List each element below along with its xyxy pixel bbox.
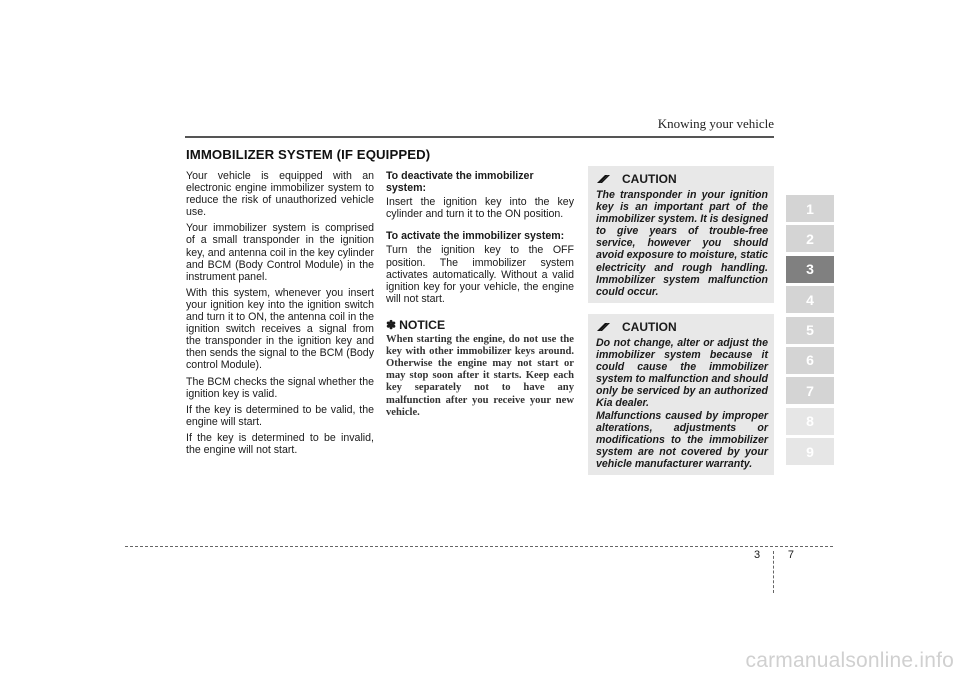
chapter-tab-4[interactable]: 4: [786, 286, 834, 313]
footer-rule: [125, 546, 833, 547]
paragraph: The BCM checks the signal whether the ignition key is valid.: [186, 375, 374, 400]
activate-text: Turn the ignition key to the OFF position. The immobilizer system activates automatically. Without a valid ignition key for your vehicle, the engine will not start.: [386, 244, 574, 305]
paragraph: Your immobilizer system is comprised of a small transponder in the ignition key, and antenna coil in the key cylinder and BCM (Body Control Module) in the instrument panel.: [186, 222, 374, 283]
notice-heading-label: NOTICE: [399, 317, 446, 332]
paragraph: Your vehicle is equipped with an electronic engine immobilizer system to reduce the risk of unauthorized vehicle use.: [186, 170, 374, 219]
caution-text-warranty: Malfunctions caused by improper alterations, adjustments or modifications to the immobilizer system are not covered by your vehicle manufacturer warranty.: [596, 409, 768, 470]
chapter-tab-5[interactable]: 5: [786, 317, 834, 344]
page-number: [754, 549, 794, 561]
page-chapter: 3: [754, 549, 761, 561]
notice-text: When starting the engine, do not use the key with other immobilizer keys around. Otherwise the engine may not start or may stop soon after it starts. Keep each key separately not to have any malfunction after you receive your new vehicle.: [386, 334, 574, 418]
caution-text: Do not change, alter or adjust the immobilizer system because it could cause the immobilizer system to malfunction and should only be serviced by an authorized Kia dealer.: [596, 337, 768, 410]
deactivate-heading: To deactivate the immobilizer system:: [386, 170, 534, 195]
chapter-tab-6[interactable]: 6: [786, 347, 834, 374]
caution-heading: [596, 320, 768, 334]
chapter-tabs: [786, 195, 834, 469]
caution-text: The transponder in your ignition key is an important part of the immobilizer system. It is designed to give years of trouble-free service, however you should avoid exposure to moisture, static electricity and rough handling. Immobilizer system malfunction could occur.: [596, 189, 768, 298]
pencil-icon: [596, 174, 614, 184]
notice-star-icon: ✽: [386, 317, 397, 332]
caution-box-transponder: [588, 166, 774, 303]
paragraph: If the key is determined to be valid, the engine will start.: [186, 403, 374, 428]
watermark: carmanualsonline.info: [745, 649, 954, 672]
chapter-tab-9[interactable]: 9: [786, 438, 834, 465]
activate-heading: To activate the immobilizer system:: [386, 230, 565, 243]
deactivate-text: Insert the ignition key into the key cylinder and turn it to the ON position.: [386, 196, 574, 221]
section-title: IMMOBILIZER SYSTEM (IF EQUIPPED): [186, 147, 431, 162]
paragraph: If the key is determined to be invalid, the engine will not start.: [186, 431, 374, 456]
caution-heading-label: CAUTION: [622, 320, 677, 334]
page-index: 7: [787, 549, 794, 561]
chapter-tab-3[interactable]: 3: [786, 256, 834, 283]
paragraph: With this system, whenever you insert your ignition key into the ignition switch and turn it to ON, the antenna coil in the ignition switch receives a signal from the transponder in the ignition key and then sends the signal to the BCM (Body control Module).: [186, 286, 374, 372]
chapter-tab-8[interactable]: 8: [786, 408, 834, 435]
notice-heading: [386, 319, 574, 331]
caution-heading-label: CAUTION: [622, 172, 677, 186]
column-2: [386, 170, 574, 419]
header-title: Knowing your vehicle: [657, 116, 774, 131]
pencil-icon: [596, 322, 614, 332]
chapter-tab-2[interactable]: 2: [786, 225, 834, 252]
header-rule: [185, 136, 774, 138]
caution-heading: [596, 172, 768, 186]
chapter-tab-7[interactable]: 7: [786, 377, 834, 404]
column-1: [186, 170, 374, 460]
chapter-tab-1[interactable]: 1: [786, 195, 834, 222]
caution-box-alteration: [588, 314, 774, 475]
